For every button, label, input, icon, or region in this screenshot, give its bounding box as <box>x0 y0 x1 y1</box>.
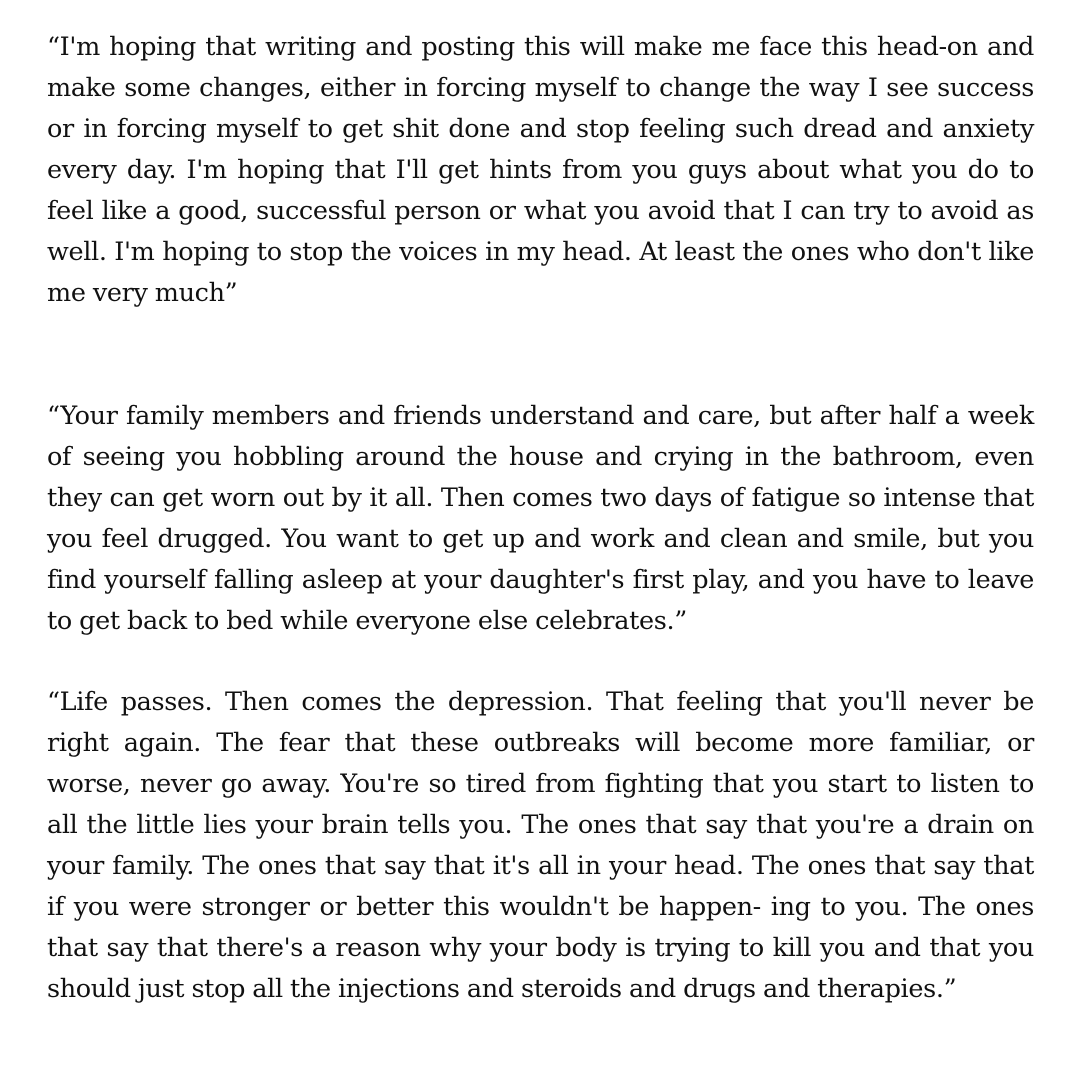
quote-paragraph-2: “Your family members and friends understand and care, but after half a week of seeing you hobbling around the house and crying in the bathroom, even they can get worn out by it all. Then comes two days of fatigue so intense that you feel drugged. You want to get up and work and clean and smile, but you find yourself falling asleep at your daughter's first play, and you have to leave to get back to bed while everyone else celebrates.” <box>47 401 1034 636</box>
document-page <box>47 27 1034 1010</box>
quote-paragraph-3: “Life passes. Then comes the depression. That feeling that you'll never be right again. The fear that these outbreaks will become more familiar, or worse, never go away. You're so tired from fighting that you start to listen to all the little lies your brain tells you. The ones that say that you're a drain on your family. The ones that say that it's all in your head. The ones that say that if you were stronger or better this wouldn't be happen- ing to you. The ones that say that there's a reason why your body is trying to kill you and that you should just stop all the injections and steroids and drugs and therapies.” <box>47 687 1034 1004</box>
quote-paragraph-1: “I'm hoping that writing and posting this will make me face this head-on and make some changes, either in forcing myself to change the way I see success or in forcing myself to get shit done and stop feeling such dread and anxiety every day. I'm hoping that I'll get hints from you guys about what you do to feel like a good, successful person or what you avoid that I can try to avoid as well. I'm hoping to stop the voices in my head. At least the ones who don't like me very much” <box>47 32 1034 308</box>
